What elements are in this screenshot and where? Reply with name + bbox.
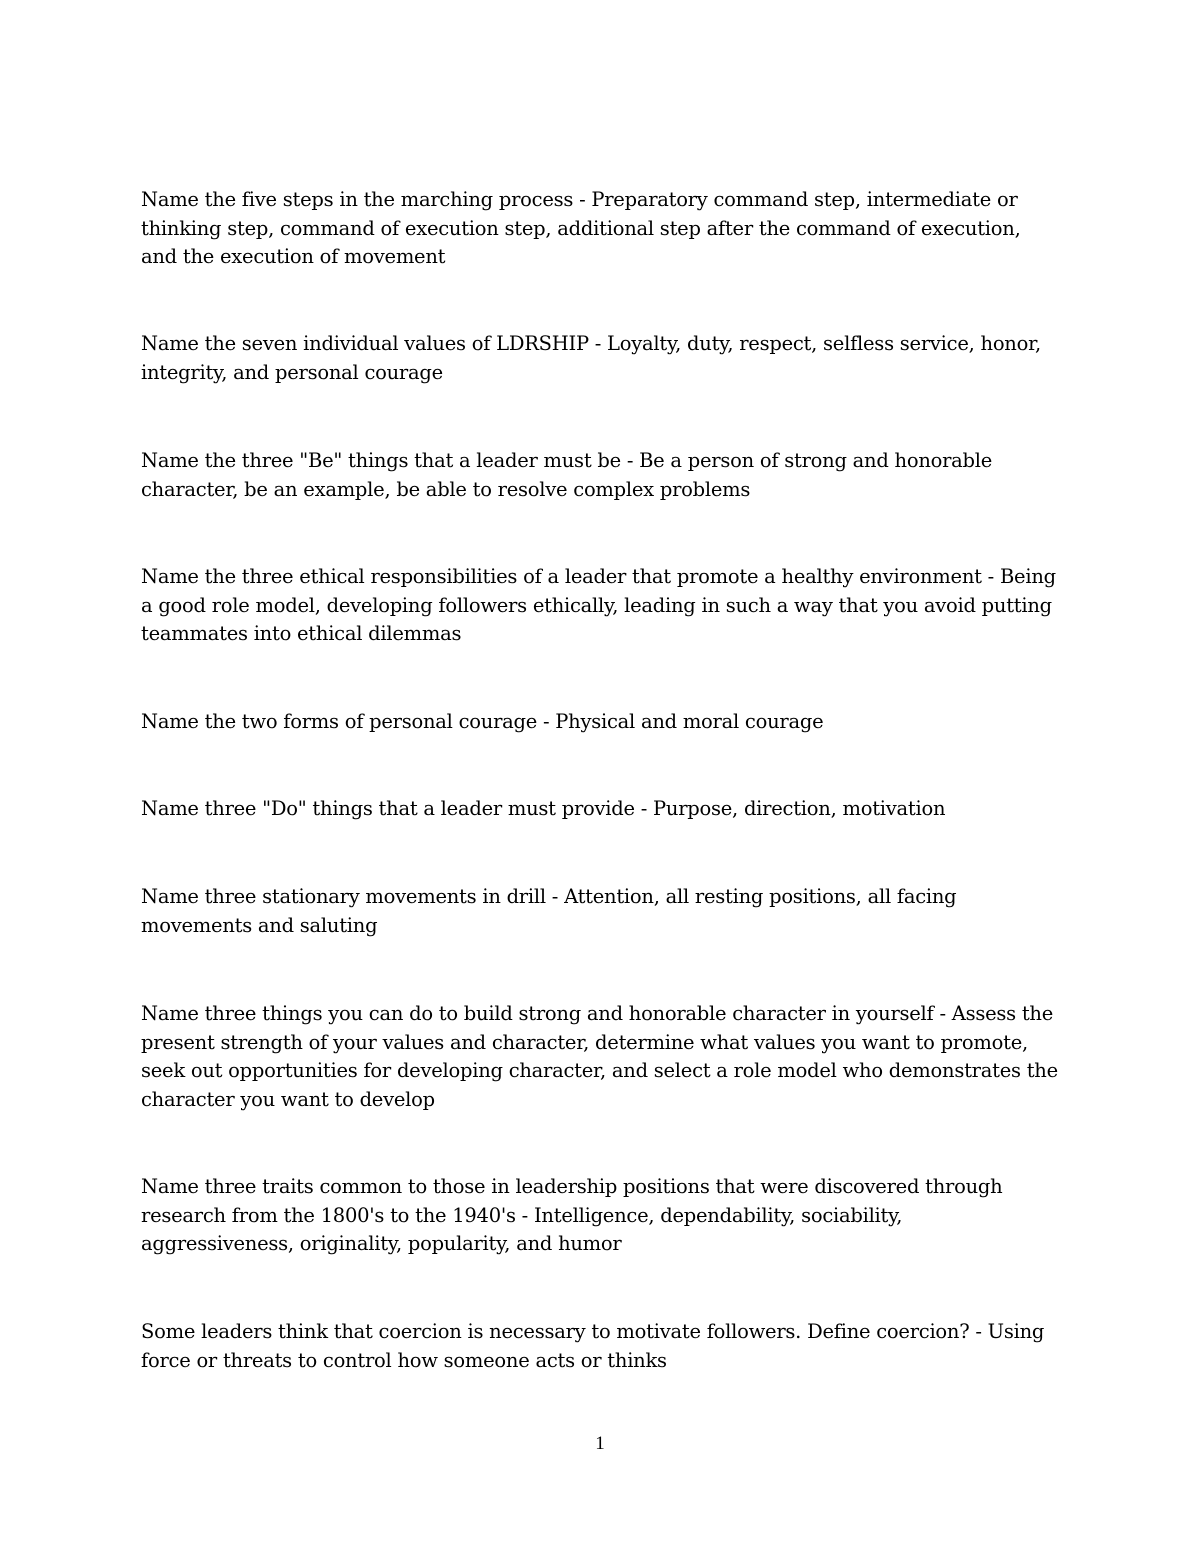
qa-item-marching-steps: Name the five steps in the marching process - Preparatory command step, intermediate or thinking step, command of execution step, additional step after the command of execution, and the execution of movement bbox=[141, 188, 1021, 268]
qa-item-do-things: Name three "Do" things that a leader must provide - Purpose, direction, motivation bbox=[141, 797, 946, 820]
qa-item-stationary-movements: Name three stationary movements in drill - Attention, all resting positions, all facing movements and saluting bbox=[141, 885, 957, 937]
qa-item-personal-courage: Name the two forms of personal courage - Physical and moral courage bbox=[141, 710, 824, 733]
qa-item-be-things: Name the three "Be" things that a leader must be - Be a person of strong and honorable character, be an example, be able to resolve complex problems bbox=[141, 449, 993, 501]
qa-item-leadership-traits: Name three traits common to those in leadership positions that were discovered through research from the 1800's to the 1940's - Intelligence, dependability, sociability, aggressiveness, originality, popularity, and humor bbox=[141, 1175, 1003, 1255]
qa-item-coercion: Some leaders think that coercion is necessary to motivate followers. Define coercion? - Using force or threats to control how someone acts or thinks bbox=[141, 1320, 1045, 1372]
qa-item-individual-values: Name the seven individual values of LDRSHIP - Loyalty, duty, respect, selfless service, honor, integrity, and personal courage bbox=[141, 332, 1041, 384]
page-number: 1 bbox=[595, 1433, 605, 1454]
qa-item-build-character: Name three things you can do to build strong and honorable character in yourself - Assess the present strength of your values and character, determine what values you want to promote, seek out opportunities for developing character, and select a role model who demonstrates the character you want to develop bbox=[141, 1002, 1058, 1111]
qa-item-ethical-responsibilities: Name the three ethical responsibilities of a leader that promote a healthy environment - Being a good role model, developing followers ethically, leading in such a way that you avoid putting teammates into ethical dilemmas bbox=[141, 565, 1056, 645]
